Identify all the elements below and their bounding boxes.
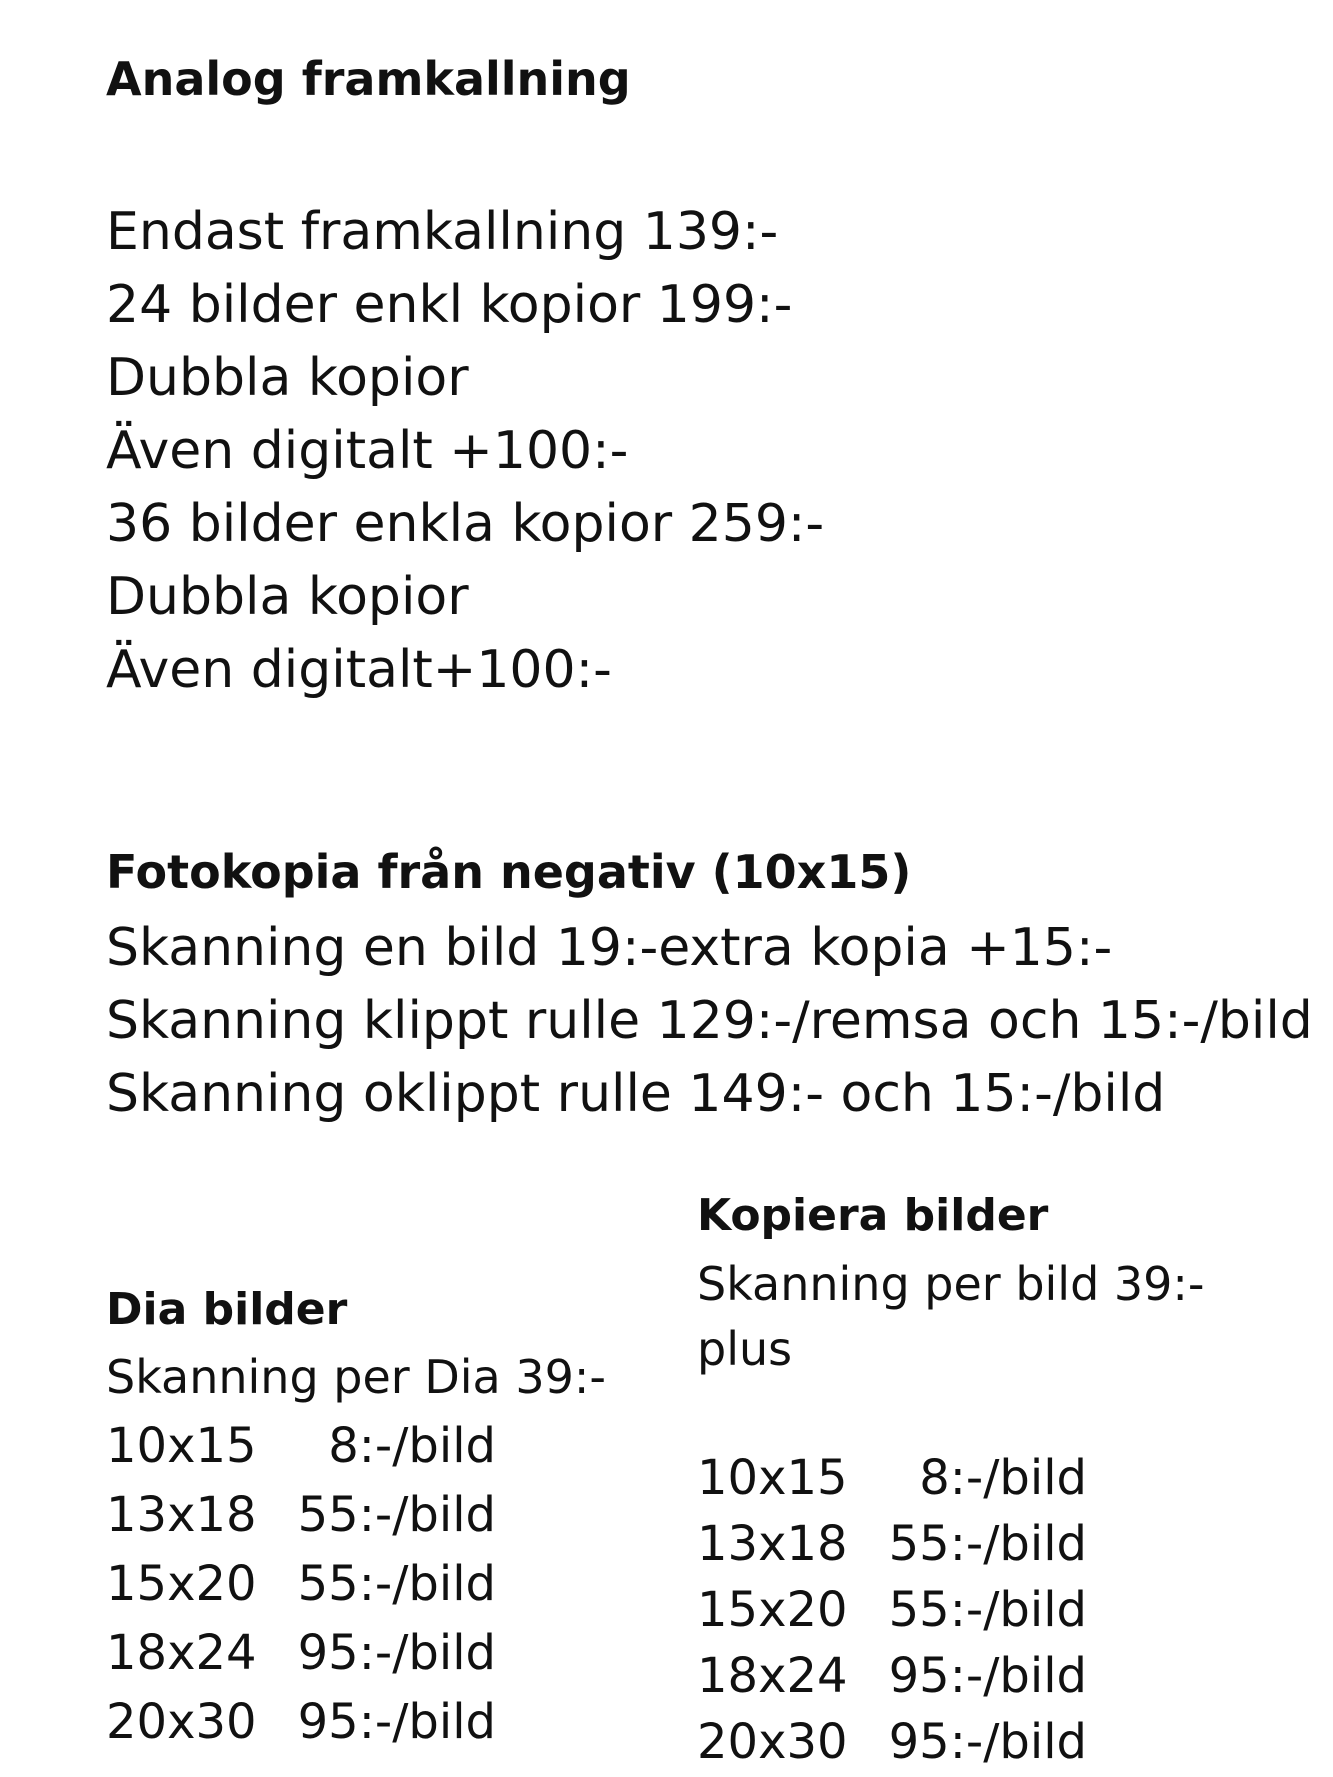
size-cell: 20x30 — [106, 1694, 257, 1750]
fotokopia-line: Skanning en bild 19:-extra kopia +15:- — [106, 918, 1113, 978]
dia-subtitle: Skanning per Dia 39:- — [106, 1350, 606, 1404]
size-cell: 18x24 — [106, 1625, 257, 1681]
analog-line: Även digitalt +100:- — [106, 421, 629, 481]
price-cell: 95:-/bild — [888, 1714, 1087, 1770]
price-cell: 8:-/bild — [919, 1450, 1087, 1506]
price-cell: 8:-/bild — [328, 1418, 496, 1474]
table-row — [697, 1511, 1087, 1577]
size-cell: 10x15 — [697, 1450, 848, 1506]
size-cell: 20x30 — [697, 1714, 848, 1770]
size-cell: 13x18 — [106, 1487, 257, 1543]
dia-size-table — [106, 1412, 496, 1757]
price-cell: 95:-/bild — [888, 1648, 1087, 1704]
table-row — [106, 1619, 496, 1688]
size-cell: 18x24 — [697, 1648, 848, 1704]
size-cell: 10x15 — [106, 1418, 257, 1474]
analog-line: Dubbla kopior — [106, 348, 469, 408]
dia-section-title: Dia bilder — [106, 1284, 348, 1335]
table-row — [106, 1412, 496, 1481]
table-row — [697, 1709, 1087, 1775]
fotokopia-price-list — [106, 912, 1313, 1131]
analog-line: 36 bilder enkla kopior 259:- — [106, 494, 825, 554]
price-cell: 55:-/bild — [888, 1582, 1087, 1638]
analog-line: Endast framkallning 139:- — [106, 202, 779, 262]
price-cell: 95:-/bild — [297, 1625, 496, 1681]
table-row — [697, 1643, 1087, 1709]
analog-line: Dubbla kopior — [106, 567, 469, 627]
kopiera-subtitle: Skanning per bild 39:- — [697, 1257, 1205, 1311]
analog-section-title: Analog framkallning — [106, 52, 631, 106]
table-row — [106, 1688, 496, 1757]
size-cell: 15x20 — [697, 1582, 848, 1638]
table-row — [106, 1550, 496, 1619]
kopiera-subtitle-continued: plus — [697, 1322, 793, 1376]
analog-line: Även digitalt+100:- — [106, 640, 612, 700]
kopiera-section-title: Kopiera bilder — [697, 1190, 1049, 1241]
price-cell: 95:-/bild — [297, 1694, 496, 1750]
table-row — [697, 1577, 1087, 1643]
analog-line: 24 bilder enkl kopior 199:- — [106, 275, 793, 335]
fotokopia-line: Skanning oklippt rulle 149:- och 15:-/bild — [106, 1064, 1166, 1124]
kopiera-size-table — [697, 1445, 1087, 1775]
table-row — [106, 1481, 496, 1550]
size-cell: 15x20 — [106, 1556, 257, 1612]
price-cell: 55:-/bild — [297, 1487, 496, 1543]
fotokopia-line: Skanning klippt rulle 129:-/remsa och 15:-/bild — [106, 991, 1313, 1051]
fotokopia-section-title: Fotokopia från negativ (10x15) — [106, 845, 912, 899]
price-cell: 55:-/bild — [888, 1516, 1087, 1572]
size-cell: 13x18 — [697, 1516, 848, 1572]
analog-price-list — [106, 196, 824, 707]
price-cell: 55:-/bild — [297, 1556, 496, 1612]
table-row — [697, 1445, 1087, 1511]
